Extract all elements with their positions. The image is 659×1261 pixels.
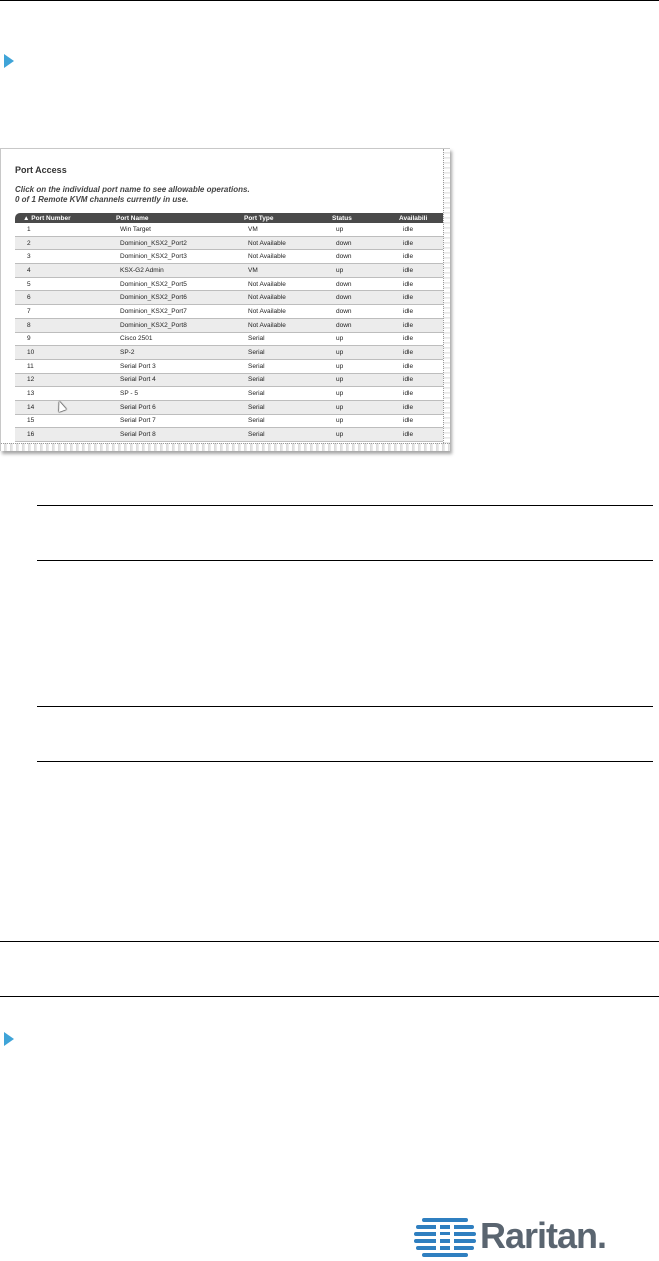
port-number-cell: 9 [15, 332, 108, 346]
availability-cell: idle [391, 291, 450, 305]
port-number-cell: 3 [15, 250, 108, 264]
port-type-cell: Not Available [236, 277, 324, 291]
port-access-screenshot [0, 148, 450, 451]
port-name-link[interactable]: Win Target [108, 223, 236, 236]
status-cell: up [324, 428, 391, 442]
column-status[interactable]: Status [324, 213, 391, 223]
status-cell: down [324, 250, 391, 264]
status-cell: up [324, 387, 391, 401]
port-type-cell: Not Available [236, 291, 324, 305]
table-row[interactable] [15, 318, 450, 332]
port-type-cell: VM [236, 264, 324, 278]
port-number-cell: 6 [15, 291, 108, 305]
note-rule-bottom [37, 761, 653, 762]
status-cell: up [324, 400, 391, 414]
status-cell: up [324, 332, 391, 346]
port-name-link[interactable]: Serial Port 7 [108, 414, 236, 428]
table-row[interactable] [15, 359, 450, 373]
port-type-cell: Not Available [236, 236, 324, 250]
table-row[interactable] [15, 277, 450, 291]
port-type-cell: Serial [236, 346, 324, 360]
section-rule-bottom [0, 996, 659, 997]
port-type-cell: Serial [236, 400, 324, 414]
table-row[interactable] [15, 223, 450, 236]
column-port-type[interactable]: Port Type [236, 213, 324, 223]
port-name-link[interactable]: Dominion_KSX2_Port7 [108, 305, 236, 319]
port-table-header [15, 213, 450, 223]
torn-edge-right [443, 149, 450, 451]
port-number-cell: 15 [15, 414, 108, 428]
availability-cell: idle [391, 250, 450, 264]
column-port-name[interactable]: Port Name [108, 213, 236, 223]
availability-cell: idle [391, 332, 450, 346]
status-cell: up [324, 414, 391, 428]
port-type-cell: Serial [236, 373, 324, 387]
port-name-link[interactable]: SP-2 [108, 346, 236, 360]
port-type-cell: Not Available [236, 305, 324, 319]
port-name-link[interactable]: Dominion_KSX2_Port6 [108, 291, 236, 305]
table-row[interactable] [15, 236, 450, 250]
port-number-cell: 5 [15, 277, 108, 291]
port-number-cell: 8 [15, 318, 108, 332]
port-table-body [15, 223, 450, 442]
table-row[interactable] [15, 414, 450, 428]
status-cell: down [324, 236, 391, 250]
port-type-cell: Serial [236, 359, 324, 373]
port-name-link[interactable]: Serial Port 8 [108, 428, 236, 442]
port-name-link[interactable]: Dominion_KSX2_Port3 [108, 250, 236, 264]
raritan-logo-icon [414, 1216, 476, 1258]
table-row[interactable] [15, 428, 450, 442]
bullet-triangle-icon [4, 54, 14, 68]
availability-cell: idle [391, 428, 450, 442]
status-cell: up [324, 373, 391, 387]
column-port-number[interactable]: ▲ Port Number [15, 213, 108, 223]
port-number-cell: 12 [15, 373, 108, 387]
port-access-title: Port Access [15, 165, 67, 175]
table-row[interactable] [15, 387, 450, 401]
port-number-cell: 10 [15, 346, 108, 360]
status-cell: up [324, 346, 391, 360]
table-row[interactable] [15, 373, 450, 387]
column-availability[interactable]: Availabili [391, 213, 450, 223]
instruction-text: Click on the individual port name to see allowable operations. [15, 185, 250, 194]
port-type-cell: Serial [236, 414, 324, 428]
table-row[interactable] [15, 250, 450, 264]
port-number-cell: 13 [15, 387, 108, 401]
port-type-cell: Serial [236, 332, 324, 346]
status-cell: down [324, 291, 391, 305]
port-type-cell: VM [236, 223, 324, 236]
port-name-link[interactable]: Dominion_KSX2_Port5 [108, 277, 236, 291]
port-name-link[interactable]: KSX-G2 Admin [108, 264, 236, 278]
note-rule-top [37, 706, 653, 707]
availability-cell: idle [391, 277, 450, 291]
kvm-channel-status: 0 of 1 Remote KVM channels currently in use. [15, 195, 189, 204]
availability-cell: idle [391, 236, 450, 250]
status-cell: down [324, 318, 391, 332]
port-number-cell: 11 [15, 359, 108, 373]
port-type-cell: Not Available [236, 318, 324, 332]
status-cell: up [324, 264, 391, 278]
top-rule [0, 0, 659, 1]
status-cell: up [324, 223, 391, 236]
note-rule-bottom [37, 560, 653, 561]
availability-cell: idle [391, 373, 450, 387]
section-rule-top [0, 941, 659, 942]
port-number-cell: 7 [15, 305, 108, 319]
port-number-cell: 4 [15, 264, 108, 278]
port-name-link[interactable]: SP - 5 [108, 387, 236, 401]
availability-cell: idle [391, 346, 450, 360]
table-row[interactable] [15, 291, 450, 305]
table-row[interactable] [15, 264, 450, 278]
availability-cell: idle [391, 305, 450, 319]
port-name-link[interactable]: Serial Port 6 [108, 400, 236, 414]
bullet-triangle-icon [4, 1032, 14, 1046]
table-row[interactable] [15, 305, 450, 319]
port-type-cell: Serial [236, 387, 324, 401]
port-name-link[interactable]: Dominion_KSX2_Port2 [108, 236, 236, 250]
torn-edge-bottom [1, 443, 450, 451]
availability-cell: idle [391, 387, 450, 401]
port-type-cell: Not Available [236, 250, 324, 264]
availability-cell: idle [391, 264, 450, 278]
note-rule-top [37, 505, 653, 506]
port-number-cell: 16 [15, 428, 108, 442]
availability-cell: idle [391, 414, 450, 428]
port-name-link[interactable]: Serial Port 3 [108, 359, 236, 373]
port-type-cell: Serial [236, 428, 324, 442]
port-number-cell: 1 [15, 223, 108, 236]
port-name-link[interactable]: Dominion_KSX2_Port8 [108, 318, 236, 332]
port-number-cell: 2 [15, 236, 108, 250]
table-row[interactable] [15, 400, 450, 414]
status-cell: down [324, 305, 391, 319]
status-cell: down [324, 277, 391, 291]
port-name-link[interactable]: Cisco 2501 [108, 332, 236, 346]
table-row[interactable] [15, 332, 450, 346]
availability-cell: idle [391, 400, 450, 414]
raritan-logo [414, 1216, 628, 1258]
availability-cell: idle [391, 359, 450, 373]
port-table [15, 213, 450, 442]
table-row[interactable] [15, 346, 450, 360]
status-cell: up [324, 359, 391, 373]
availability-cell: idle [391, 318, 450, 332]
port-name-link[interactable]: Serial Port 4 [108, 373, 236, 387]
raritan-wordmark: Raritan. [480, 1215, 607, 1256]
availability-cell: idle [391, 223, 450, 236]
port-number-cell: 14 [15, 400, 108, 414]
